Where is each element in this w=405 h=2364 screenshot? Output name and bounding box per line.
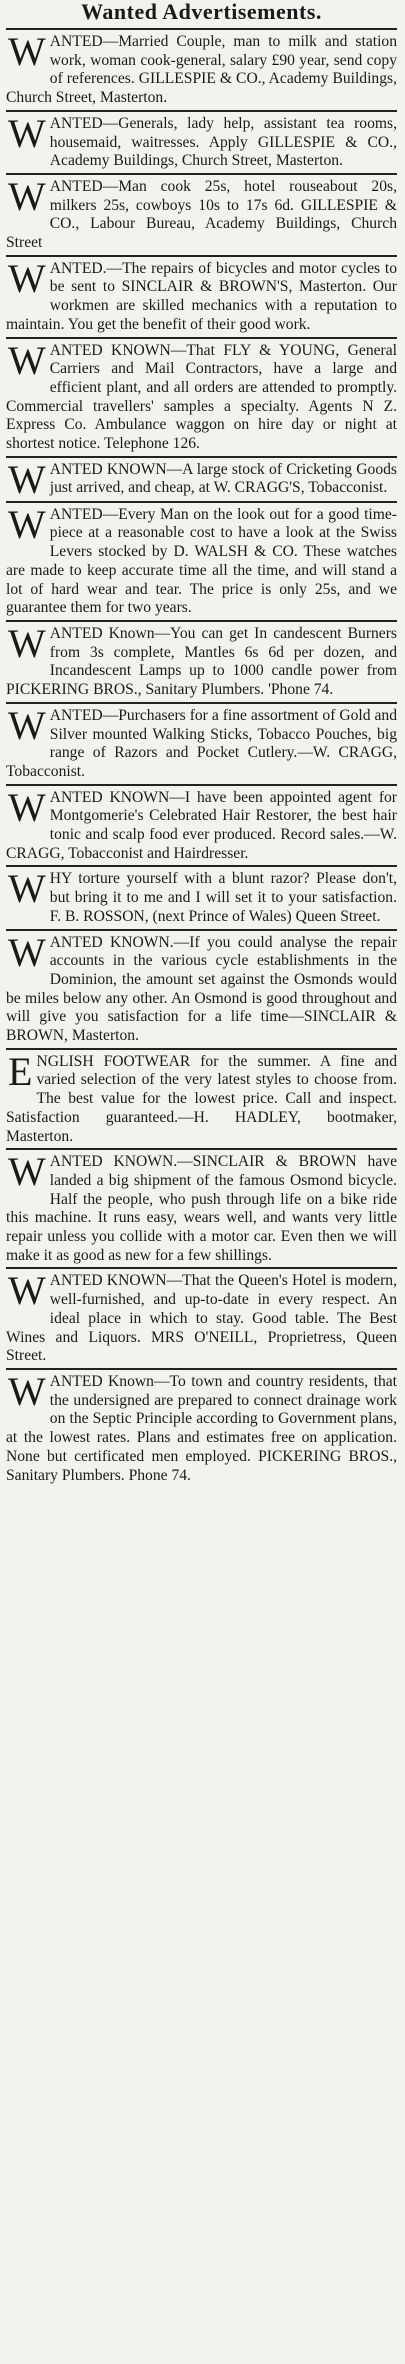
ad-text: ANTED Known—To town and country residents, that the undersigned are prepared to connect drainage work on the Septic Principle according to Government plans, at the lowest rates. Plans and estimates free on application. None but certificated men employed. PICKERING BROS., Sanitary Plumbers. Phone 74. (6, 1373, 397, 1484)
drop-cap: W (8, 620, 46, 666)
drop-cap: W (8, 1369, 46, 1414)
drop-cap: W (8, 456, 46, 501)
drop-cap: W (8, 110, 46, 156)
classified-ad (6, 1368, 397, 1487)
ad-text: ANTED.—The repairs of bicycles and motor cycles to be sent to SINCLAIR & BROWN'S, Masterton. Our workmen are skilled mechanics with a reputation to maintain. You get the benefit of their good work. (6, 259, 397, 333)
ad-text: ANTED—Generals, lady help, assistant tea rooms, housemaid, waitresses. Apply GILLESPIE & CO., Academy Buildings, Church Street, Masterton. (49, 114, 397, 170)
classified-ad (6, 173, 397, 255)
classified-ad (6, 501, 397, 620)
ad-text: ANTED—Every Man on the look out for a good time-piece at a reasonable cost to have a look at the Swiss Levers stocked by D. WALSH & CO. These watches are made to keep accurate time all the time, and will stand a lot of hard wear and tear. The price is only 25s, and we guarantee them for two years. (6, 505, 397, 617)
classified-ad (6, 702, 397, 784)
classified-ad (6, 620, 397, 702)
drop-cap: W (8, 1268, 46, 1314)
classified-ad (6, 784, 397, 866)
drop-cap: W (8, 929, 46, 975)
drop-cap: W (8, 501, 46, 547)
drop-cap: W (8, 255, 46, 301)
ad-text: HY torture yourself with a blunt razor? Please don't, but bring it to me and I will set it to your satisfaction. F. B. ROSSON, (next Prince of Wales) Queen Street. (49, 870, 397, 925)
classified-ad (6, 865, 397, 928)
ad-text: ANTED KNOWN—That the Queen's Hotel is modern, well-furnished, and up-to-date in every respect. An ideal place in which to stay. Good table. The Best Wines and Liquors. MRS O'NEILL, Proprietress, Queen Street. (6, 1272, 397, 1365)
classified-ad (6, 929, 397, 1048)
drop-cap: W (8, 1149, 46, 1195)
classified-ad (6, 1048, 397, 1149)
ad-text: ANTED—Man cook 25s, hotel rouseabout 20s, milkers 25s, cowboys 10s to 17s 6d. GILLESPIE & CO., Labour Bureau, Academy Buildings, Church Street (6, 177, 397, 252)
section-heading: Wanted Advertisements. (81, 0, 322, 24)
drop-cap: W (8, 173, 46, 219)
classified-ad (6, 110, 397, 173)
drop-cap: W (8, 866, 46, 912)
ad-text: ANTED KNOWN—That FLY & YOUNG, General Carriers and Mail Contractors, have a large and efficient plant, and all orders are attended to promptly. Commercial travellers' samples a specialty. Agents N Z. Express Co. Ambulance waggon on hire day or night at shortest notice. Telephone 126. (6, 341, 397, 453)
drop-cap: W (8, 702, 46, 748)
classified-ad (6, 28, 397, 110)
ad-text: ANTED KNOWN.—If you could analyse the repair accounts in the various cycle establishments in the Dominion, the amount set against the Osmonds would be miles below any other. An Osmond is good throughout and will give you satisfaction for a life time—SINCLAIR & BROWN, Masterton. (6, 933, 397, 1045)
drop-cap: W (8, 784, 46, 830)
classified-ad (6, 1267, 397, 1368)
classified-ad (6, 255, 397, 337)
ad-text: ANTED KNOWN—A large stock of Cricketing Goods just arrived, and cheap, at W. CRAGG'S, Tobacconist. (49, 460, 397, 497)
ad-text: ANTED KNOWN—I have been appointed agent for Montgomerie's Celebrated Hair Restorer, the best hair tonic and scalp food ever produced. Record sales.—W. CRAGG, Tobacconist and Hairdresser. (6, 788, 397, 862)
ad-text: ANTED—Married Couple, man to milk and station work, woman cook-general, salary £90 year, send copy of references. GILLESPIE & CO., Academy Buildings, Church Street, Masterton. (6, 33, 397, 107)
drop-cap: E (8, 1048, 33, 1094)
ad-text: NGLISH FOOTWEAR for the summer. A fine and varied selection of the very latest styles to choose from. The best value for the lowest price. Call and inspect. Satisfaction guaranteed.—H. HADLEY, bootmaker, Masterton. (6, 1052, 397, 1145)
ad-text: ANTED—Purchasers for a fine assortment of Gold and Silver mounted Walking Sticks, Tobacco Pouches, big range of Razors and Pocket Cutlery.—W. CRAGG, Tobacconist. (6, 706, 397, 780)
drop-cap: W (8, 337, 46, 383)
drop-cap: W (8, 29, 46, 74)
classified-ad (6, 1148, 397, 1267)
ad-text: ANTED KNOWN.—SINCLAIR & BROWN have landed a big shipment of the famous Osmond bicycle. Half the people, who push through life on a bike ride this machine. It runs easy, wears well, and wants very little repair unless you collide with a motor car. Even then we will make it as good as new for a few shillings. (6, 1153, 397, 1264)
ad-text: ANTED Known—You can get In candescent Burners from 3s complete, Mantles 6s 6d per dozen, and Incandescent Lamps up to 1000 candle power from PICKERING BROS., Sanitary Plumbers. 'Phone 74. (6, 624, 397, 699)
classified-ad (6, 337, 397, 456)
classified-ad (6, 456, 397, 501)
